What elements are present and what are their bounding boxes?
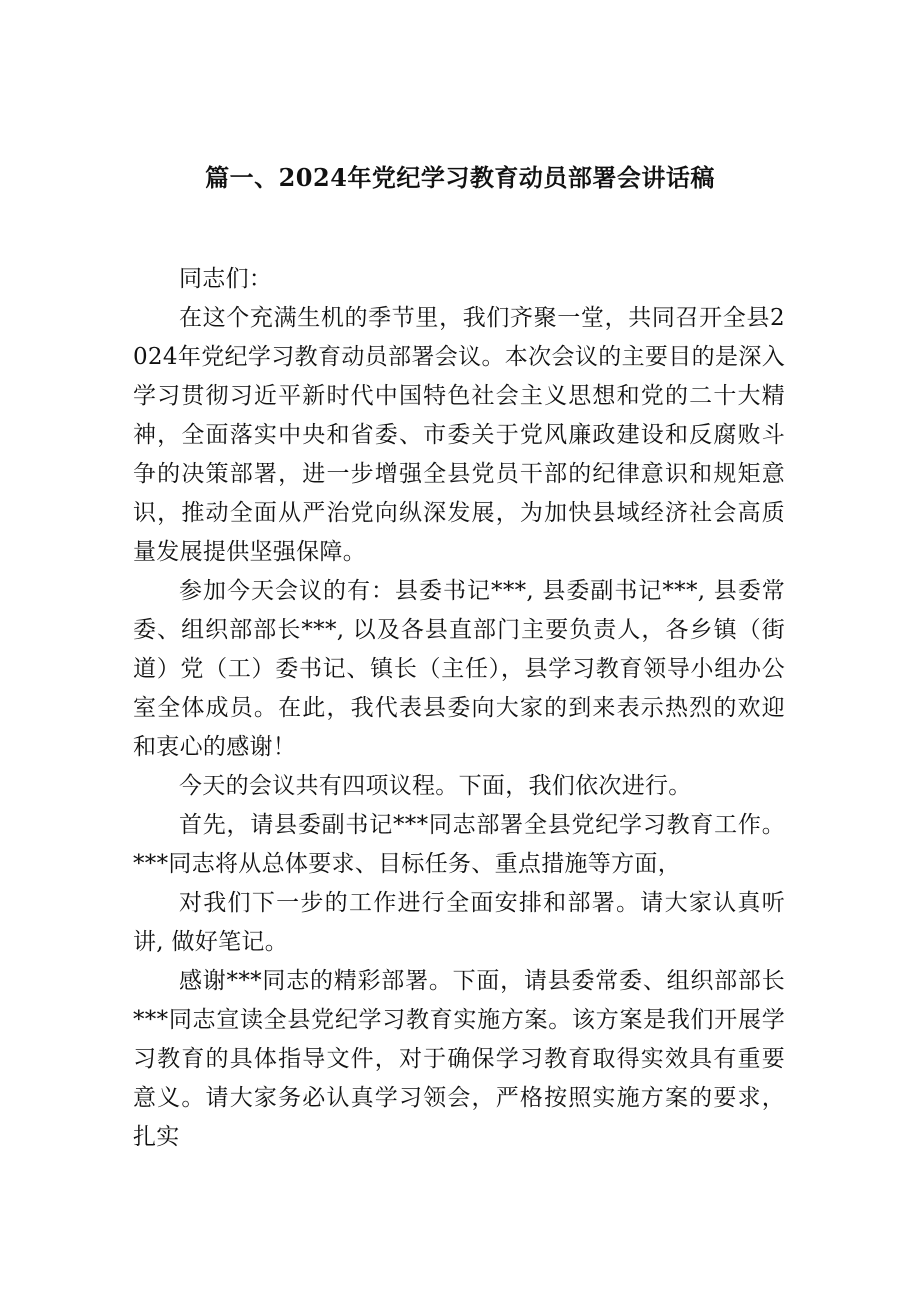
body-paragraph: 对我们下一步的工作进行全面安排和部署。请大家认真听讲, 做好笔记。 [133,890,785,955]
body-paragraph: 今天的会议共有四项议程。下面，我们依次进行。 [179,773,692,799]
body-paragraph: 在这个充满生机的季节里，我们齐聚一堂，共同召开全县2024年党纪学习教育动员部署会议。本次会议的主要目的是深入学习贯彻习近平新时代中国特色社会主义思想和党的二十大精神，全面落实中央和省委、市委关于党风廉政建设和反腐败斗争的决策部署，进一步增强全县党员干部的纪律意识和规矩意识，推动全面从严治党向纵深发展，为加快县域经济社会高质量发展提供坚强保障。 [133,305,785,565]
body-paragraph: 首先，请县委副书记***同志部署全县党纪学习教育工作。***同志将从总体要求、目标任务、重点措施等方面， [133,812,785,877]
salutation-paragraph: 同志们： [179,266,273,292]
document-body [133,260,785,1157]
body-paragraph: 感谢***同志的精彩部署。下面，请县委常委、组织部部长***同志宣读全县党纪学习教育实施方案。该方案是我们开展学习教育的具体指导文件，对于确保学习教育取得实效具有重要意义。请大家务必认真学习领会，严格按照实施方案的要求，扎实 [133,968,785,1150]
body-paragraph: 参加今天会议的有：县委书记***, 县委副书记***, 县委常委、组织部部长***, 以及各县直部门主要负责人，各乡镇（街道）党（工）委书记、镇长（主任），县学习教育领导小组办公室全体成员。在此，我代表县委向大家的到来表示热烈的欢迎和衷心的感谢！ [133,578,785,760]
document-title: 篇一、2024年党纪学习教育动员部署会讲话稿 [205,163,715,192]
